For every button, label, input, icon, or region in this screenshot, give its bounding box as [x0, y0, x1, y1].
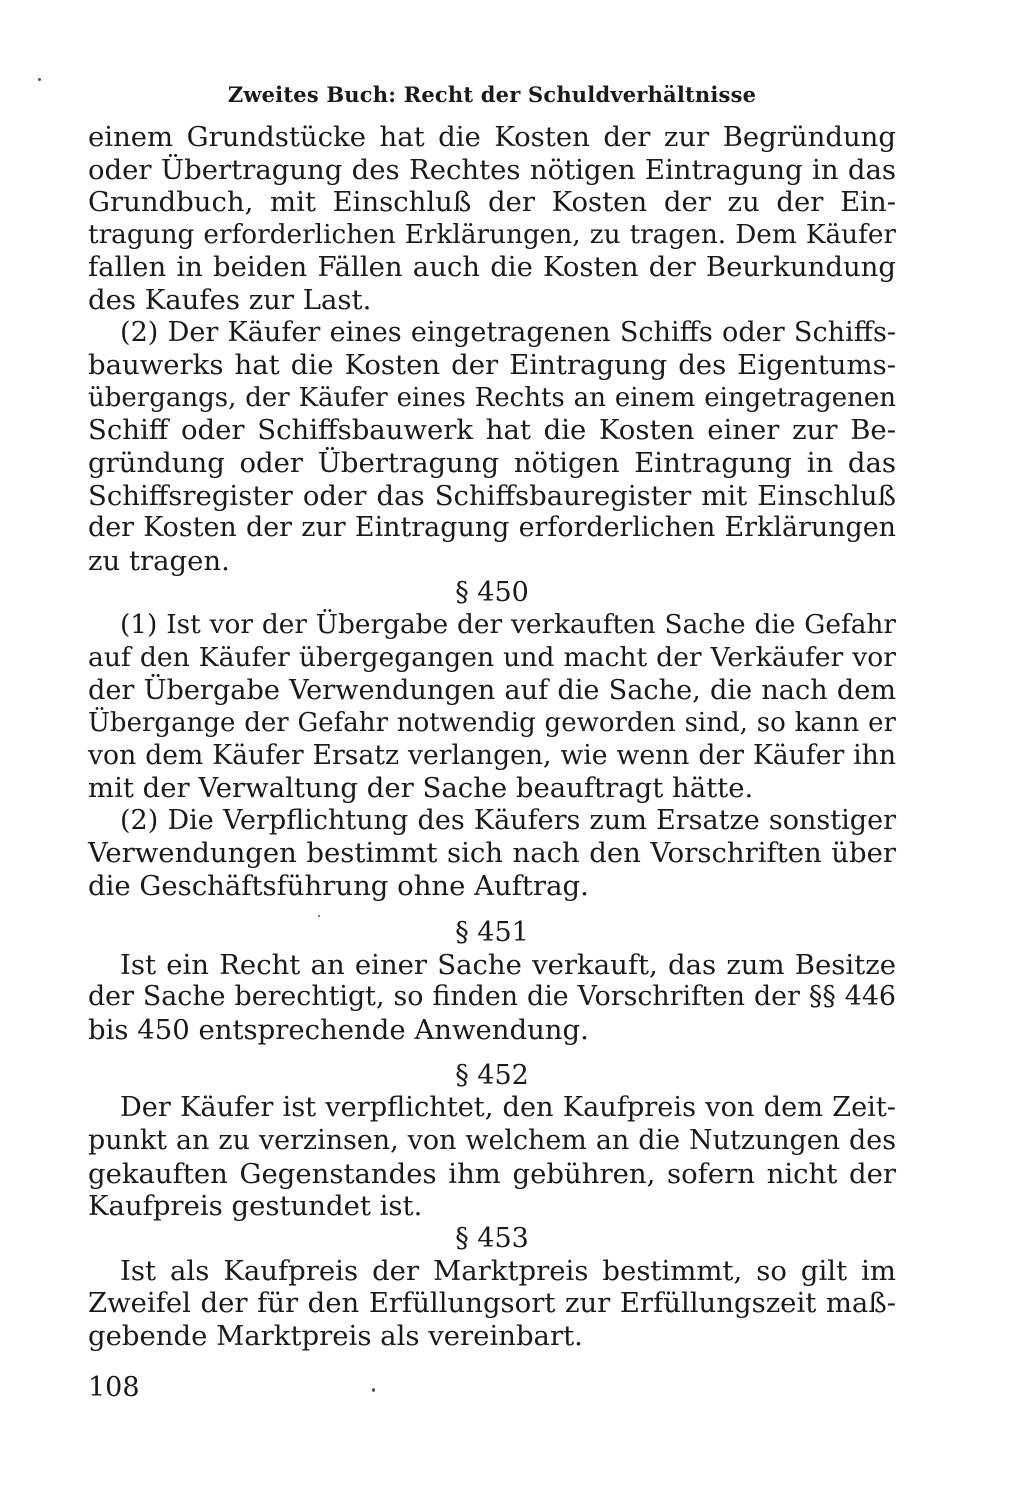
text-line: fallen in beiden Fällen auch die Kosten der Beurkundung [88, 251, 896, 284]
text-line: punkt an zu verzinsen, von welchem an die Nutzungen des [88, 1125, 896, 1157]
section-heading-450: § 450 [455, 577, 529, 609]
text-line: übergangs, der Käufer eines Rechts an einem eingetragenen [88, 382, 896, 413]
text-line: Der Käufer ist verpflichtet, den Kaufpreis von dem Zeit- [120, 1092, 896, 1124]
text-line: (2) Der Käufer eines eingetragenen Schiffs oder Schiffs- [120, 316, 896, 348]
text-line: Zweifel der für den Erfüllungsort zur Erfüllungszeit maß- [88, 1287, 896, 1320]
page-number: 108 [88, 1372, 140, 1403]
print-speck [318, 915, 320, 917]
book-page [88, 82, 896, 1353]
text-line: gründung oder Übertragung nötigen Eintragung in das [88, 446, 896, 479]
text-line: der Sache berechtigt, so finden die Vorschriften der §§ 446 [88, 981, 896, 1013]
text-line: der Kosten der zur Eintragung erforderlichen Erklärungen [88, 512, 896, 544]
para-7 [88, 1255, 896, 1353]
text-line: einem Grundstücke hat die Kosten der zur Begründung [88, 121, 896, 153]
text-line: Kaufpreis gestundet ist. [88, 1190, 423, 1223]
text-line: Übergange der Gefahr notwendig geworden sind, so kann er [88, 708, 896, 739]
text-line: von dem Käufer Ersatz verlangen, wie wenn der Käufer ihn [88, 739, 896, 771]
para-5 [88, 949, 896, 1047]
text-line: zu tragen. [88, 544, 230, 577]
text-line: bauwerks hat die Kosten der Eintragung des Eigentums- [88, 349, 896, 382]
text-line: (1) Ist vor der Übergabe der verkauften Sache die Gefahr [120, 610, 896, 641]
text-line: Schiffsregister oder das Schiffsbauregister mit Einschluß [88, 479, 896, 512]
para-4 [88, 805, 896, 903]
section-heading-451: § 451 [455, 916, 529, 948]
section-heading-452: § 452 [455, 1060, 529, 1092]
text-line: Verwendungen bestimmt sich nach den Vorschriften über [88, 837, 896, 870]
text-line: (2) Die Verpflichtung des Käufers zum Ersatze sonstiger [120, 804, 896, 836]
section-heading-453: § 453 [455, 1222, 529, 1254]
para-1 [88, 121, 896, 317]
print-speck [38, 78, 41, 81]
text-line: des Kaufes zur Last. [88, 283, 372, 316]
text-line: Schiff oder Schiffsbauwerk hat die Kosten einer zur Be- [88, 414, 896, 447]
para-6 [88, 1092, 896, 1222]
text-line: Ist als Kaufpreis der Marktpreis bestimmt, so gilt im [120, 1254, 896, 1287]
text-line: Ist ein Recht an einer Sache verkauft, das zum Besitze [120, 948, 896, 981]
text-line: gekauften Gegenstandes ihm gebühren, sofern nicht der [88, 1157, 896, 1190]
running-head: Zweites Buch: Recht der Schuldverhältnisse [227, 82, 757, 107]
para-3 [88, 609, 896, 805]
text-line: oder Übertragung des Rechtes nötigen Eintragung in das [88, 153, 896, 186]
text-line: der Übergabe Verwendungen auf die Sache, die nach dem [88, 674, 896, 706]
text-line: mit der Verwaltung der Sache beauftragt hätte. [88, 772, 754, 805]
text-line: auf den Käufer übergegangen und macht der Verkäufer vor [88, 641, 896, 673]
text-line: gebende Marktpreis als vereinbart. [88, 1320, 583, 1352]
para-2 [88, 317, 896, 578]
print-speck [372, 1388, 375, 1392]
text-line: tragung erforderlichen Erklärungen, zu tragen. Dem Käufer [88, 219, 896, 250]
text-line: Grundbuch, mit Einschluß der Kosten der zu der Ein- [88, 186, 896, 219]
text-line: bis 450 entsprechende Anwendung. [88, 1013, 589, 1046]
text-line: die Geschäftsführung ohne Auftrag. [88, 870, 589, 903]
